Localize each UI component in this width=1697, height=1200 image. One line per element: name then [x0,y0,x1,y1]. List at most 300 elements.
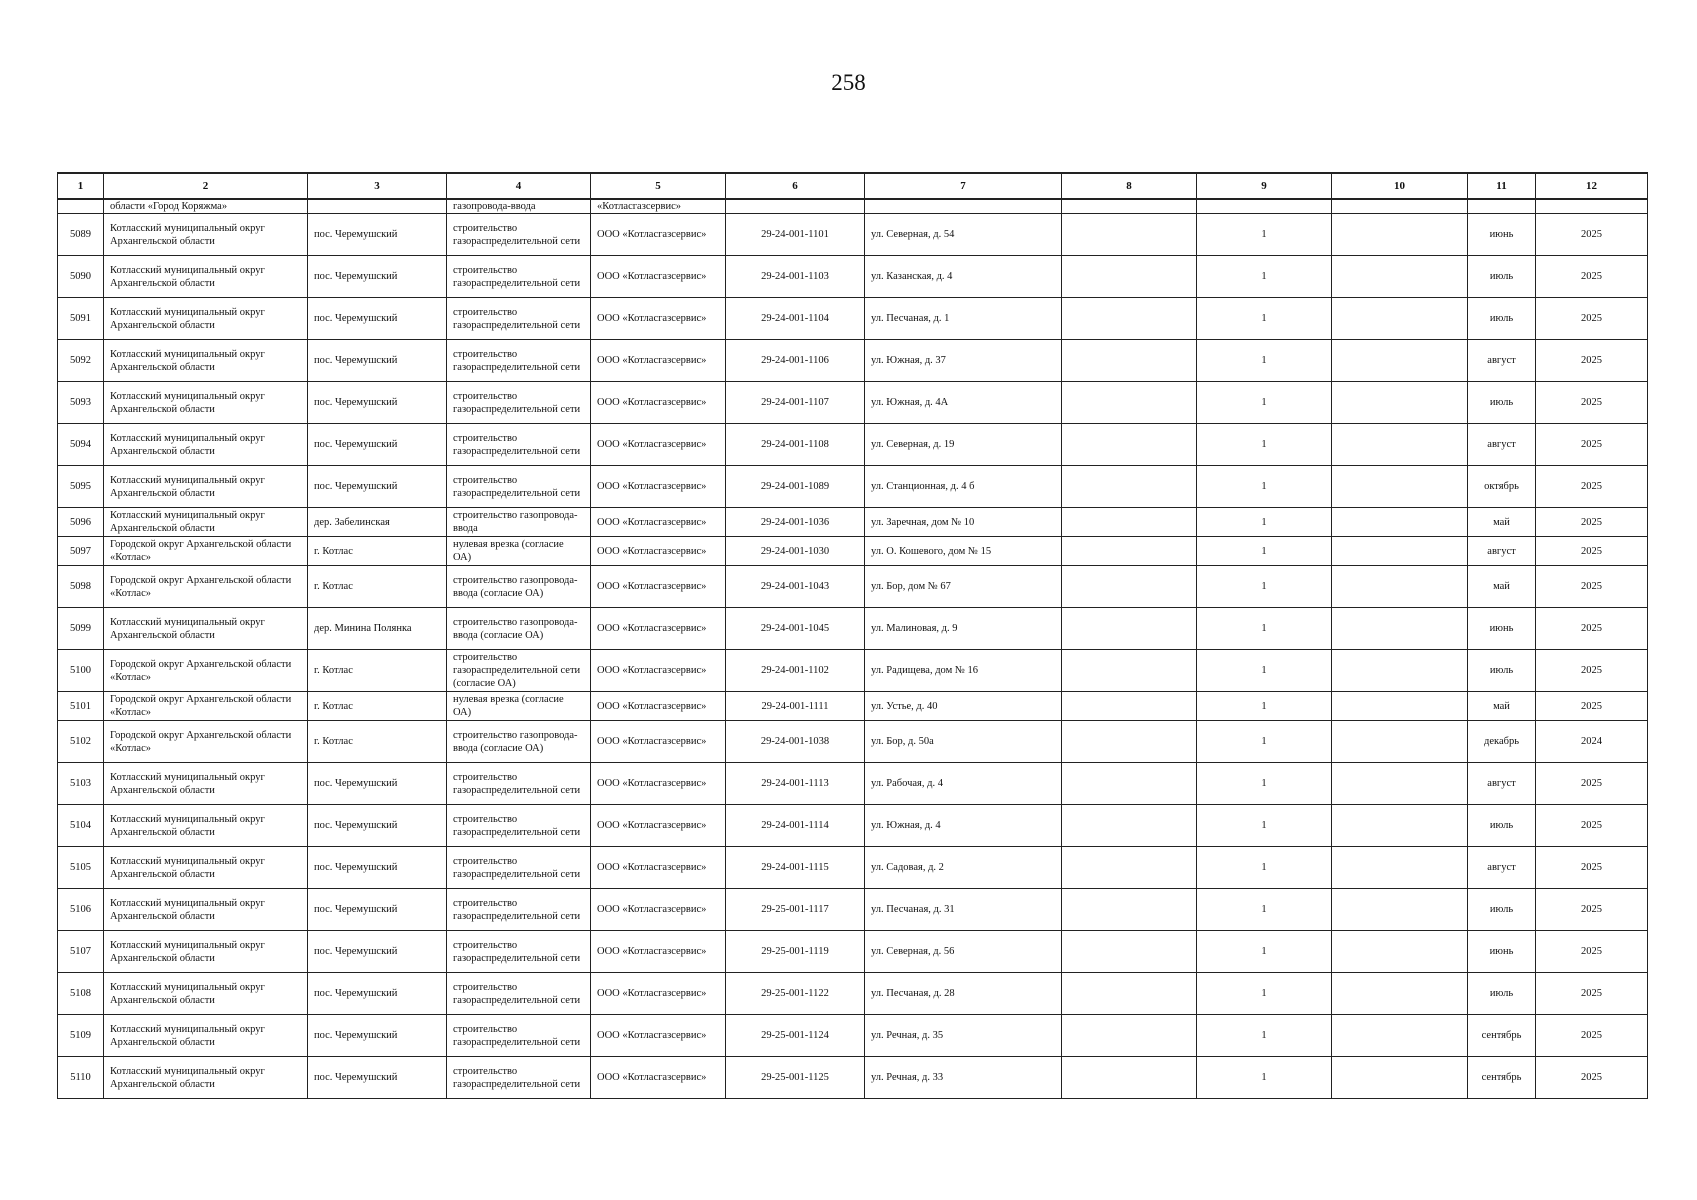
table-cell-col-2: Котласский муниципальный округ Архангельской области [104,805,308,847]
table-row [58,466,1648,508]
table-cell-col-2: Городской округ Архангельской области «Котлас» [104,537,308,566]
table-cell-col-2: Котласский муниципальный округ Архангельской области [104,298,308,340]
table-row [58,566,1648,608]
table-cell-col-7 [865,199,1062,214]
table-cell-col-9: 1 [1197,763,1332,805]
table-cell-col-4: строительство газораспределительной сети [447,466,591,508]
table-row [58,721,1648,763]
table-cell-col-10 [1332,805,1468,847]
table-cell-col-9 [1197,199,1332,214]
table-cell-col-8 [1062,847,1197,889]
table-cell-col-7: ул. Песчаная, д. 1 [865,298,1062,340]
table-cell-col-5: ООО «Котласгазсервис» [591,889,726,931]
table-cell-col-4: строительство газопровода-ввода (согласие ОА) [447,721,591,763]
table-cell-col-9: 1 [1197,466,1332,508]
table-cell-col-9: 1 [1197,298,1332,340]
table-cell-col-9: 1 [1197,847,1332,889]
table-cell-col-7: ул. Северная, д. 56 [865,931,1062,973]
table-cell-col-5: ООО «Котласгазсервис» [591,847,726,889]
table-cell-col-4: строительство газораспределительной сети [447,256,591,298]
table-cell-col-4: газопровода-ввода [447,199,591,214]
table-cell-col-10: 10 [1332,173,1468,199]
table-cell-col-8 [1062,1057,1197,1099]
table-cell-col-11: май [1468,508,1536,537]
table-cell-col-4: строительство газораспределительной сети [447,973,591,1015]
table-cell-col-12: 2025 [1536,256,1648,298]
table-cell-col-8 [1062,214,1197,256]
table-cell-col-2: Котласский муниципальный округ Архангельской области [104,382,308,424]
table-cell-col-3: пос. Черемушский [308,847,447,889]
table-cell-col-1: 5100 [58,650,104,692]
table-cell-col-7: ул. Северная, д. 54 [865,214,1062,256]
table-cell-col-10 [1332,1057,1468,1099]
table-cell-col-12: 2025 [1536,931,1648,973]
table-cell-col-12: 12 [1536,173,1648,199]
table-cell-col-12: 2025 [1536,508,1648,537]
table-cell-col-5: ООО «Котласгазсервис» [591,805,726,847]
table-cell-col-7: ул. Речная, д. 33 [865,1057,1062,1099]
table-cell-col-2: области «Город Коряжма» [104,199,308,214]
table-cell-col-11: июль [1468,298,1536,340]
table-cell-col-5: ООО «Котласгазсервис» [591,973,726,1015]
table-cell-col-7: ул. Казанская, д. 4 [865,256,1062,298]
table-cell-col-8 [1062,424,1197,466]
table-cell-col-3: дер. Минина Полянка [308,608,447,650]
table-cell-col-2: Котласский муниципальный округ Архангельской области [104,508,308,537]
table-row [58,214,1648,256]
table-cell-col-1: 5098 [58,566,104,608]
table-cell-col-7: ул. Рабочая, д. 4 [865,763,1062,805]
table-cell-col-10 [1332,692,1468,721]
table-cell-col-1: 5092 [58,340,104,382]
table-cell-col-7: ул. Северная, д. 19 [865,424,1062,466]
table-cell-col-11 [1468,199,1536,214]
table-cell-col-1: 5108 [58,973,104,1015]
table-cell-col-5: ООО «Котласгазсервис» [591,1015,726,1057]
table-cell-col-10 [1332,566,1468,608]
table-cell-col-4: строительство газораспределительной сети [447,847,591,889]
table-cell-col-6: 29-24-001-1102 [726,650,865,692]
table-cell-col-11: июль [1468,973,1536,1015]
table-cell-col-9: 1 [1197,608,1332,650]
table-cell-col-2: Котласский муниципальный округ Архангельской области [104,1015,308,1057]
table-cell-col-5: ООО «Котласгазсервис» [591,763,726,805]
table-cell-col-7: ул. Заречная, дом № 10 [865,508,1062,537]
table-cell-col-10 [1332,424,1468,466]
page-number: 258 [831,70,866,95]
table-cell-col-1: 5095 [58,466,104,508]
table-cell-col-11: июнь [1468,214,1536,256]
table-cell-col-5: 5 [591,173,726,199]
table-cell-col-2: Котласский муниципальный округ Архангельской области [104,1057,308,1099]
table-cell-col-4: строительство газопровода-ввода (согласие ОА) [447,608,591,650]
table-cell-col-12: 2025 [1536,340,1648,382]
table-cell-col-3: пос. Черемушский [308,214,447,256]
table-row [58,847,1648,889]
table-cell-col-4: 4 [447,173,591,199]
table-cell-col-12: 2025 [1536,847,1648,889]
table-cell-col-12: 2025 [1536,298,1648,340]
table-cell-col-1: 5102 [58,721,104,763]
table-cell-col-9: 1 [1197,931,1332,973]
table-cell-col-4: нулевая врезка (согласие ОА) [447,692,591,721]
table-cell-col-1: 5094 [58,424,104,466]
table-cell-col-1: 5106 [58,889,104,931]
table-cell-col-11: июнь [1468,608,1536,650]
table-row [58,931,1648,973]
table-cell-col-9: 1 [1197,537,1332,566]
table-cell-col-4: строительство газораспределительной сети [447,382,591,424]
table-cell-col-3: пос. Черемушский [308,340,447,382]
table-cell-col-2: Котласский муниципальный округ Архангельской области [104,847,308,889]
table-cell-col-8 [1062,199,1197,214]
table-cell-col-5: ООО «Котласгазсервис» [591,537,726,566]
table-cell-col-3: пос. Черемушский [308,1057,447,1099]
table-cell-col-5: ООО «Котласгазсервис» [591,214,726,256]
table-cell-col-8 [1062,721,1197,763]
table-cell-col-1: 5093 [58,382,104,424]
table-cell-col-9: 1 [1197,805,1332,847]
table-row [58,1015,1648,1057]
table-cell-col-12: 2025 [1536,466,1648,508]
table-cell-col-10 [1332,721,1468,763]
table-cell-col-6: 29-24-001-1115 [726,847,865,889]
table-cell-col-11: 11 [1468,173,1536,199]
table-cell-col-5: ООО «Котласгазсервис» [591,608,726,650]
table-cell-col-6: 29-24-001-1114 [726,805,865,847]
table-cell-col-1: 5096 [58,508,104,537]
table-cell-col-7: ул. Устье, д. 40 [865,692,1062,721]
table-cell-col-10 [1332,608,1468,650]
table-cell-col-4: строительство газораспределительной сети [447,931,591,973]
table-cell-col-10 [1332,763,1468,805]
table-cell-col-10 [1332,931,1468,973]
table-cell-col-7: ул. Малиновая, д. 9 [865,608,1062,650]
table-cell-col-8 [1062,256,1197,298]
table-cell-col-8 [1062,508,1197,537]
table-cell-col-3: г. Котлас [308,692,447,721]
table-cell-col-6: 29-25-001-1122 [726,973,865,1015]
table-cell-col-7: ул. Садовая, д. 2 [865,847,1062,889]
table-cell-col-12: 2025 [1536,608,1648,650]
table-cell-col-5: ООО «Котласгазсервис» [591,424,726,466]
table-cell-col-11: август [1468,424,1536,466]
table-cell-col-9: 1 [1197,650,1332,692]
table-cell-col-2: Котласский муниципальный округ Архангельской области [104,214,308,256]
table-cell-col-1: 5109 [58,1015,104,1057]
table-cell-col-10 [1332,214,1468,256]
table-cell-col-7: ул. Станционная, д. 4 б [865,466,1062,508]
table-cell-col-10 [1332,889,1468,931]
table-cell-col-8 [1062,466,1197,508]
table-cell-col-1: 5097 [58,537,104,566]
table-cell-col-1: 5099 [58,608,104,650]
table-cell-col-8 [1062,763,1197,805]
table-cell-col-5: ООО «Котласгазсервис» [591,1057,726,1099]
table-cell-col-12: 2025 [1536,214,1648,256]
table-cell-col-8 [1062,537,1197,566]
table-cell-col-1: 1 [58,173,104,199]
table-cell-col-8 [1062,340,1197,382]
table-cell-col-3: пос. Черемушский [308,256,447,298]
table-cell-col-11: август [1468,537,1536,566]
table-cell-col-7: ул. Речная, д. 35 [865,1015,1062,1057]
table-cell-col-2: Котласский муниципальный округ Архангельской области [104,763,308,805]
table-cell-col-3: дер. Забелинская [308,508,447,537]
table-cell-col-7: ул. Южная, д. 37 [865,340,1062,382]
table-cell-col-8 [1062,1015,1197,1057]
table-cell-col-11: август [1468,340,1536,382]
table-cell-col-6: 29-24-001-1036 [726,508,865,537]
table-cell-col-6: 29-24-001-1106 [726,340,865,382]
table-cell-col-8 [1062,889,1197,931]
table-cell-col-7: ул. Южная, д. 4 [865,805,1062,847]
table-cell-col-6: 29-24-001-1043 [726,566,865,608]
table-cell-col-11: июль [1468,382,1536,424]
table-cell-col-10 [1332,973,1468,1015]
table-cell-col-5: ООО «Котласгазсервис» [591,382,726,424]
table-cell-col-9: 1 [1197,340,1332,382]
table-cell-col-9: 1 [1197,256,1332,298]
table-cell-col-5: ООО «Котласгазсервис» [591,466,726,508]
table-cell-col-10 [1332,382,1468,424]
table-cell-col-4: строительство газораспределительной сети [447,298,591,340]
table-row [58,692,1648,721]
table-cell-col-2: Котласский муниципальный округ Архангельской области [104,973,308,1015]
table-cell-col-12: 2025 [1536,763,1648,805]
table-cell-col-6: 29-24-001-1045 [726,608,865,650]
table-cell-col-1: 5104 [58,805,104,847]
table-cell-col-12 [1536,199,1648,214]
table-cell-col-11: май [1468,692,1536,721]
table-cell-col-7: ул. О. Кошевого, дом № 15 [865,537,1062,566]
table-cell-col-2: Котласский муниципальный округ Архангельской области [104,889,308,931]
table-cell-col-2: Городской округ Архангельской области «Котлас» [104,650,308,692]
table-row [58,340,1648,382]
table-cell-col-10 [1332,199,1468,214]
table-cell-col-2: Городской округ Архангельской области «Котлас» [104,692,308,721]
table-cell-col-10 [1332,508,1468,537]
table-cell-col-9: 1 [1197,1015,1332,1057]
table-cell-col-6: 29-24-001-1108 [726,424,865,466]
table-cell-col-5: ООО «Котласгазсервис» [591,508,726,537]
table-cell-col-12: 2024 [1536,721,1648,763]
table-cell-col-1: 5103 [58,763,104,805]
table-cell-col-10 [1332,847,1468,889]
table-cell-col-8 [1062,692,1197,721]
table-cell-col-12: 2025 [1536,889,1648,931]
table-cell-col-12: 2025 [1536,805,1648,847]
table-cell-col-5: ООО «Котласгазсервис» [591,650,726,692]
table-cell-col-12: 2025 [1536,1057,1648,1099]
table-cell-col-8 [1062,566,1197,608]
table-cell-col-12: 2025 [1536,692,1648,721]
table-cell-col-1 [58,199,104,214]
table-cell-col-7: ул. Бор, дом № 67 [865,566,1062,608]
table-cell-col-4: нулевая врезка (согласие ОА) [447,537,591,566]
table-cell-col-8 [1062,931,1197,973]
table-cell-col-3: пос. Черемушский [308,973,447,1015]
table-cell-col-11: июль [1468,650,1536,692]
table-cell-col-11: август [1468,763,1536,805]
table-body [58,173,1648,1099]
table-cell-col-6: 29-24-001-1113 [726,763,865,805]
table-cell-col-6: 29-24-001-1089 [726,466,865,508]
table-header-row [58,173,1648,199]
table-cell-col-10 [1332,340,1468,382]
table-cell-col-4: строительство газораспределительной сети [447,805,591,847]
table-cell-col-6: 29-24-001-1107 [726,382,865,424]
table-cell-col-8 [1062,382,1197,424]
table-cell-col-5: ООО «Котласгазсервис» [591,931,726,973]
table-cell-col-9: 1 [1197,566,1332,608]
table-cell-col-9: 1 [1197,973,1332,1015]
table-cell-col-8 [1062,973,1197,1015]
table-cell-col-6: 29-24-001-1101 [726,214,865,256]
table-cell-col-10 [1332,298,1468,340]
table-cell-col-6: 29-25-001-1119 [726,931,865,973]
table-cell-col-11: июль [1468,256,1536,298]
table-cell-col-3: пос. Черемушский [308,382,447,424]
table-cell-col-12: 2025 [1536,566,1648,608]
table-row [58,650,1648,692]
table-cell-col-10 [1332,537,1468,566]
table-cell-col-3: г. Котлас [308,566,447,608]
table-cell-col-6: 6 [726,173,865,199]
table-cell-col-11: сентябрь [1468,1057,1536,1099]
table-cell-col-5: ООО «Котласгазсервис» [591,692,726,721]
table-row [58,382,1648,424]
table-cell-col-2: Котласский муниципальный округ Архангельской области [104,256,308,298]
table-cell-col-8 [1062,608,1197,650]
table-cell-col-6: 29-24-001-1103 [726,256,865,298]
table-cell-col-11: сентябрь [1468,1015,1536,1057]
table-cell-col-11: август [1468,847,1536,889]
table-cell-col-6: 29-24-001-1038 [726,721,865,763]
table-cell-col-12: 2025 [1536,1015,1648,1057]
table-row [58,424,1648,466]
table-cell-col-4: строительство газопровода-ввода (согласие ОА) [447,566,591,608]
table-cell-col-1: 5107 [58,931,104,973]
table-cell-col-12: 2025 [1536,424,1648,466]
table-cell-col-7: 7 [865,173,1062,199]
table-cell-col-6: 29-25-001-1124 [726,1015,865,1057]
table-cell-col-4: строительство газопровода-ввода [447,508,591,537]
data-table [57,172,1648,1099]
table-cell-col-3: пос. Черемушский [308,763,447,805]
table-cell-col-11: октябрь [1468,466,1536,508]
table-cell-col-10 [1332,256,1468,298]
table-cell-col-1: 5110 [58,1057,104,1099]
table-cell-col-3 [308,199,447,214]
table-cell-col-11: июнь [1468,931,1536,973]
table-cell-col-3: пос. Черемушский [308,424,447,466]
table-cell-col-9: 1 [1197,1057,1332,1099]
table-cell-col-12: 2025 [1536,650,1648,692]
table-cell-col-9: 1 [1197,889,1332,931]
table-row [58,256,1648,298]
table-cell-col-7: ул. Южная, д. 4А [865,382,1062,424]
table-cell-col-3: 3 [308,173,447,199]
table-cell-col-5: ООО «Котласгазсервис» [591,298,726,340]
table-cell-col-2: 2 [104,173,308,199]
table-cell-col-2: Котласский муниципальный округ Архангельской области [104,466,308,508]
table-cell-col-9: 1 [1197,214,1332,256]
table-cell-col-1: 5105 [58,847,104,889]
table-cell-col-7: ул. Бор, д. 50а [865,721,1062,763]
table-cell-col-4: строительство газораспределительной сети (согласие ОА) [447,650,591,692]
table-row [58,298,1648,340]
table-cell-col-5: ООО «Котласгазсервис» [591,340,726,382]
table-cell-col-12: 2025 [1536,537,1648,566]
table-cell-col-8: 8 [1062,173,1197,199]
table-cell-col-3: пос. Черемушский [308,931,447,973]
table-cell-col-11: июль [1468,889,1536,931]
table-cell-col-2: Котласский муниципальный округ Архангельской области [104,931,308,973]
table-cell-col-5: «Котласгазсервис» [591,199,726,214]
table-cell-col-3: г. Котлас [308,650,447,692]
table-cell-col-10 [1332,466,1468,508]
table-continuation-row [58,199,1648,214]
table-cell-col-1: 5090 [58,256,104,298]
table-cell-col-6: 29-24-001-1111 [726,692,865,721]
table-cell-col-6: 29-25-001-1117 [726,889,865,931]
table-cell-col-7: ул. Радищева, дом № 16 [865,650,1062,692]
table-cell-col-7: ул. Песчаная, д. 28 [865,973,1062,1015]
table-cell-col-6: 29-25-001-1125 [726,1057,865,1099]
table-cell-col-9: 1 [1197,721,1332,763]
table-cell-col-4: строительство газораспределительной сети [447,214,591,256]
table-cell-col-2: Городской округ Архангельской области «Котлас» [104,721,308,763]
table-cell-col-7: ул. Песчаная, д. 31 [865,889,1062,931]
table-cell-col-4: строительство газораспределительной сети [447,424,591,466]
table-cell-col-6: 29-24-001-1030 [726,537,865,566]
table-cell-col-10 [1332,650,1468,692]
table-row [58,889,1648,931]
table-cell-col-3: г. Котлас [308,537,447,566]
table-cell-col-10 [1332,1015,1468,1057]
table-row [58,763,1648,805]
table-row [58,973,1648,1015]
table-cell-col-2: Котласский муниципальный округ Архангельской области [104,424,308,466]
table-cell-col-2: Котласский муниципальный округ Архангельской области [104,340,308,382]
table-cell-col-12: 2025 [1536,973,1648,1015]
table-row [58,1057,1648,1099]
table-cell-col-9: 9 [1197,173,1332,199]
table-cell-col-4: строительство газораспределительной сети [447,1057,591,1099]
table-cell-col-1: 5089 [58,214,104,256]
table-cell-col-12: 2025 [1536,382,1648,424]
table-cell-col-5: ООО «Котласгазсервис» [591,566,726,608]
table-cell-col-9: 1 [1197,382,1332,424]
table-row [58,508,1648,537]
table-cell-col-8 [1062,298,1197,340]
table-cell-col-11: декабрь [1468,721,1536,763]
table-cell-col-3: пос. Черемушский [308,889,447,931]
table-cell-col-4: строительство газораспределительной сети [447,340,591,382]
table-cell-col-6 [726,199,865,214]
table-cell-col-4: строительство газораспределительной сети [447,889,591,931]
table-cell-col-9: 1 [1197,508,1332,537]
table-cell-col-6: 29-24-001-1104 [726,298,865,340]
table-cell-col-9: 1 [1197,692,1332,721]
table-cell-col-4: строительство газораспределительной сети [447,763,591,805]
table-cell-col-3: пос. Черемушский [308,1015,447,1057]
table-cell-col-1: 5101 [58,692,104,721]
table-cell-col-1: 5091 [58,298,104,340]
table-cell-col-3: г. Котлас [308,721,447,763]
table-row [58,608,1648,650]
